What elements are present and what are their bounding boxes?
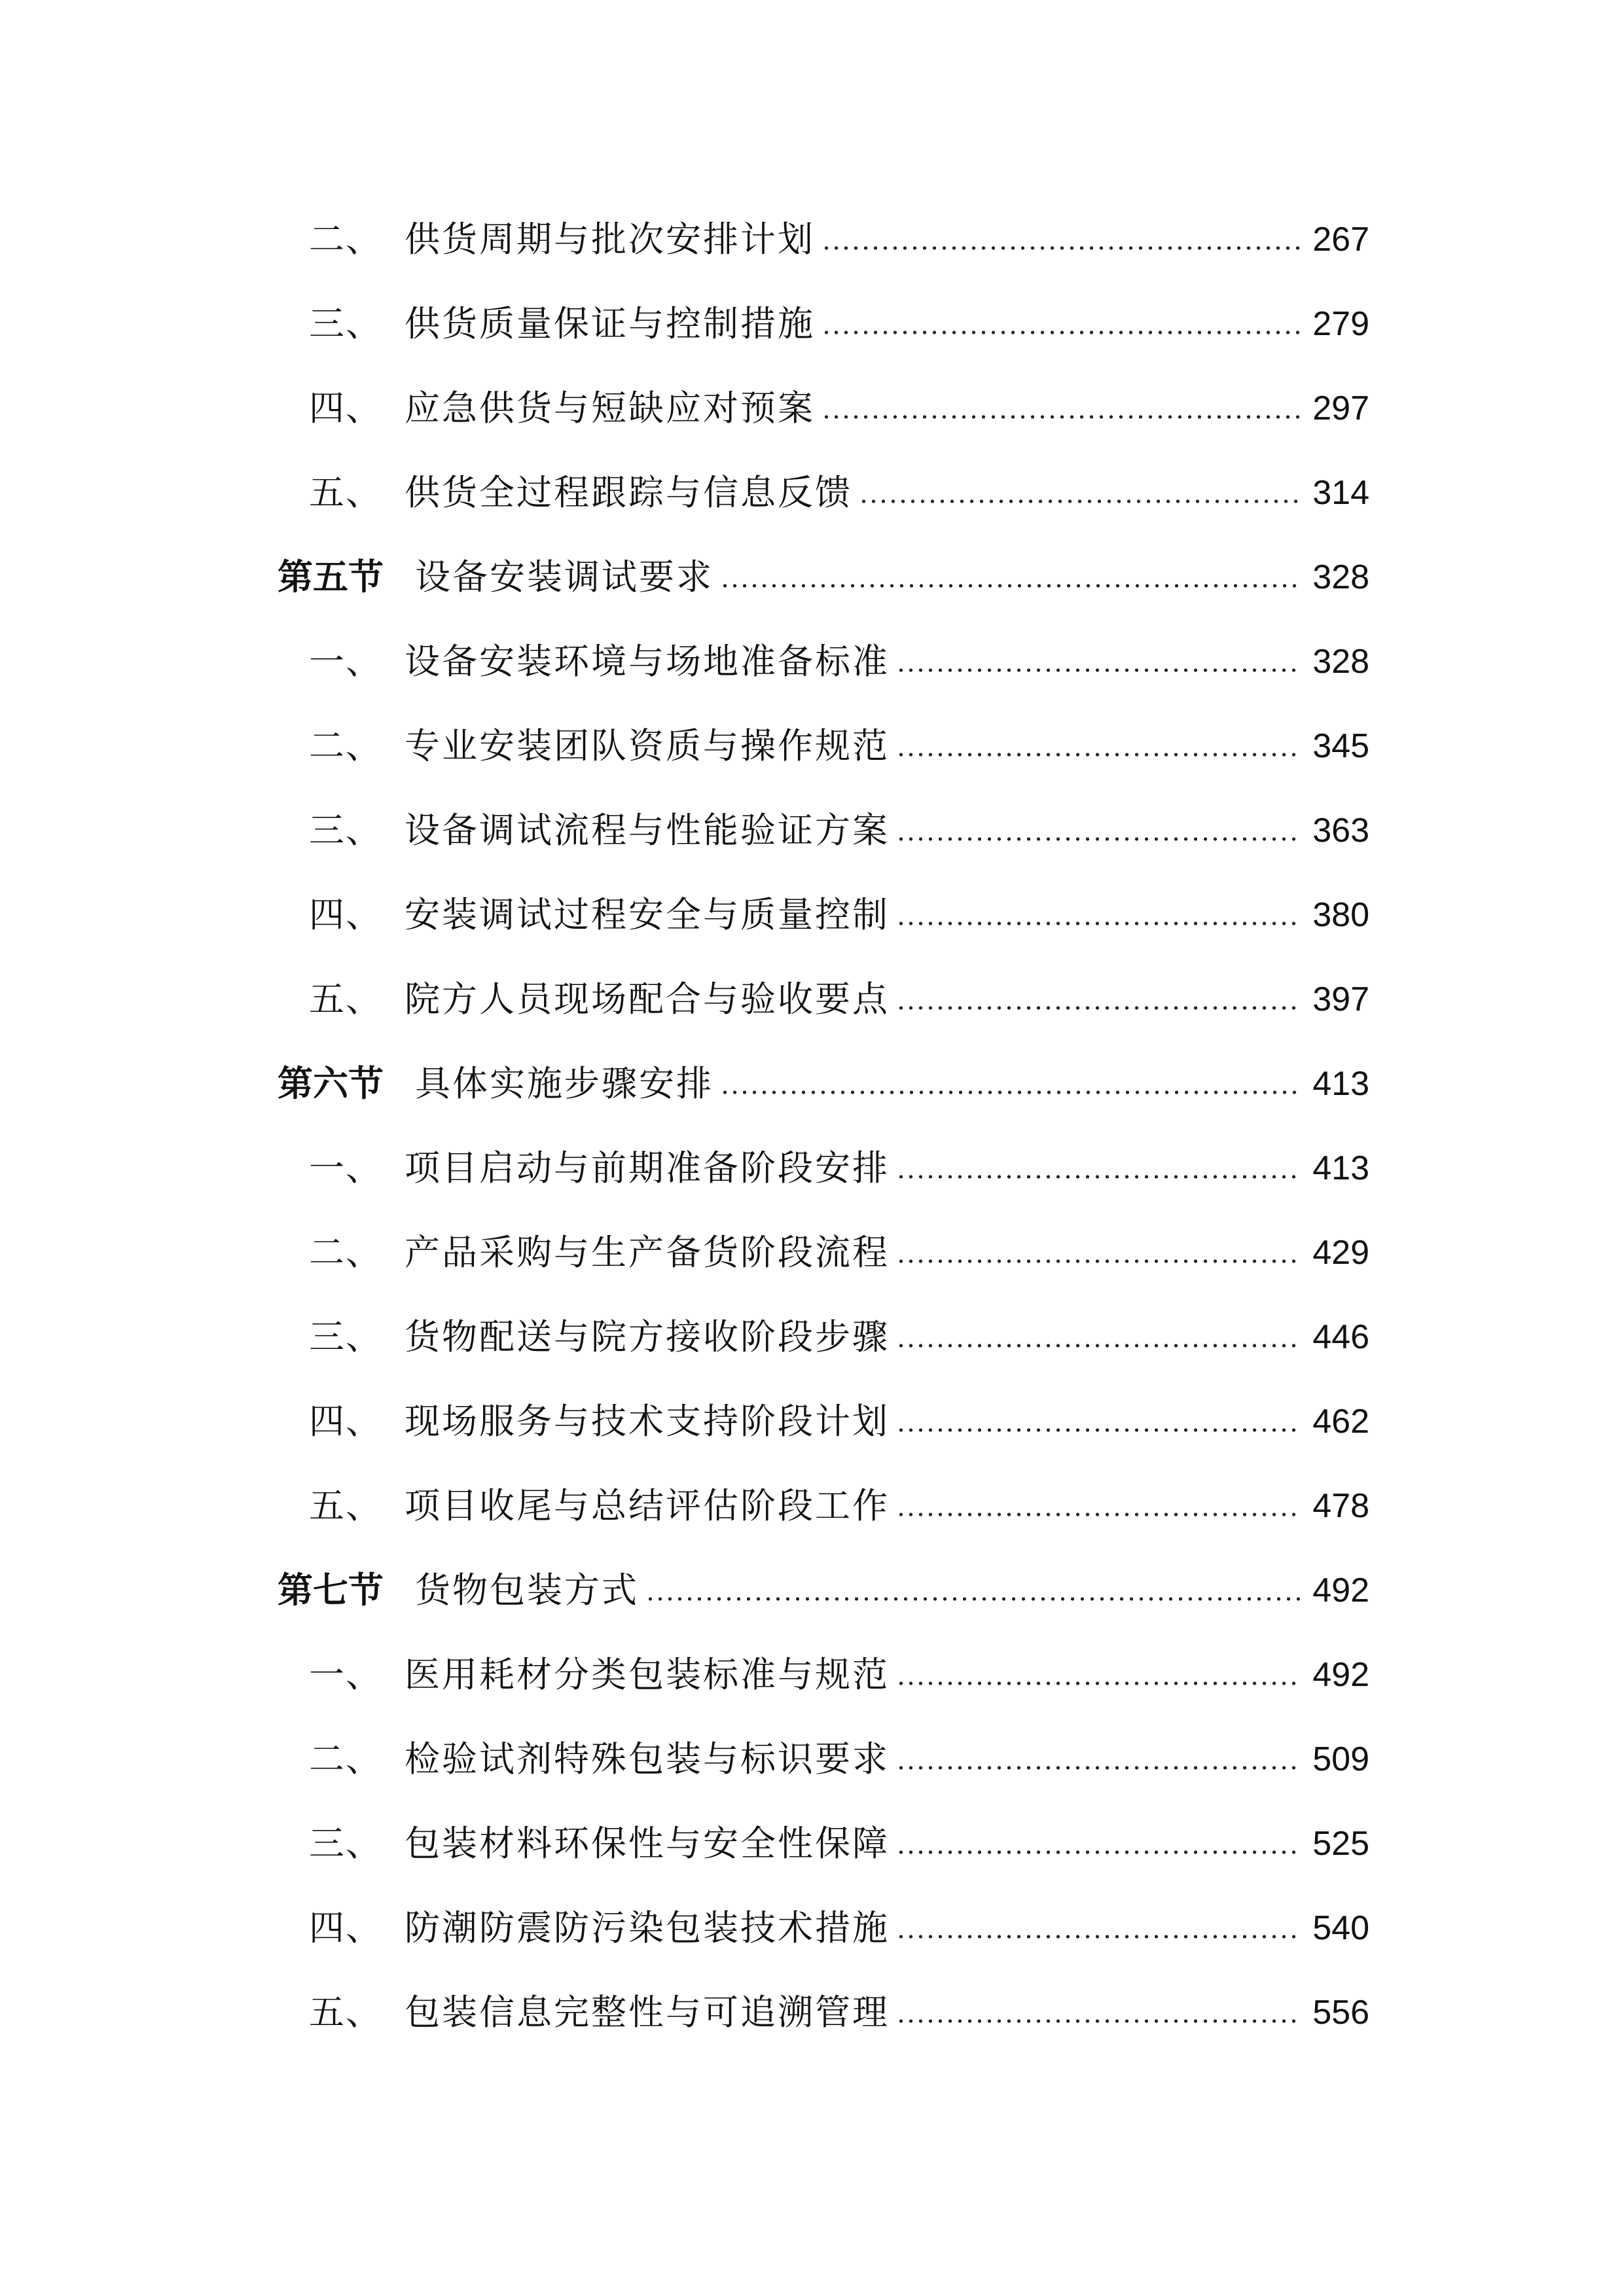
toc-entry-number: 一、 [309,641,382,682]
toc-section-number: 第六节 [278,1063,384,1104]
toc-entry-title: 产品采购与生产备货阶段流程 [405,1232,890,1273]
toc-entry[interactable] [309,1642,1369,1708]
toc-entry[interactable] [309,1811,1369,1876]
dot-leader [896,1681,1301,1685]
toc-entry-title: 供货全过程跟踪与信息反馈 [405,472,852,513]
toc-entry-title: 防潮防震防污染包装技术措施 [405,1907,890,1948]
toc-entry-page: 413 [1312,1065,1369,1103]
toc-entry-title: 供货周期与批次安排计划 [405,219,815,260]
toc-section-number: 第五节 [278,556,384,598]
toc-entry[interactable] [309,798,1369,863]
dot-leader [896,837,1301,841]
toc-entry-title: 货物配送与院方接收阶段步骤 [405,1316,890,1357]
dot-leader [821,415,1301,419]
toc-section-title: 具体实施步骤安排 [415,1063,713,1104]
dot-leader [896,1006,1301,1010]
toc-entry-title: 院方人员现场配合与验收要点 [405,978,890,1020]
dot-leader [896,668,1301,672]
toc-section-entry[interactable] [278,1051,1369,1117]
toc-entry-title: 检验试剂特殊包装与标识要求 [405,1738,890,1780]
toc-entry-title: 项目启动与前期准备阶段安排 [405,1147,890,1189]
toc-entry-page: 478 [1312,1487,1369,1525]
dot-leader [896,1513,1301,1516]
toc-entry-number: 五、 [309,472,382,513]
toc-entry-number: 三、 [309,303,382,344]
dot-leader [896,1428,1301,1432]
dot-leader [896,1766,1301,1770]
toc-entry-title: 应急供货与短缺应对预案 [405,387,815,429]
toc-entry-number: 三、 [309,1823,382,1864]
toc-entry-page: 267 [1312,221,1369,259]
toc-entry-number: 二、 [309,1738,382,1780]
toc-entry-title: 包装信息完整性与可追溯管理 [405,1992,890,2033]
toc-entry[interactable] [309,1895,1369,1961]
toc-entry-page: 462 [1312,1403,1369,1441]
toc-entry-page: 363 [1312,812,1369,850]
dot-leader [896,922,1301,925]
toc-entry[interactable] [309,1473,1369,1539]
toc-section-title: 设备安装调试要求 [415,556,713,598]
toc-entry-page: 525 [1312,1825,1369,1863]
toc-entry-number: 五、 [309,1485,382,1526]
dot-leader [896,1344,1301,1348]
toc-entry-title: 安装调试过程安全与质量控制 [405,894,890,935]
toc-entry-title: 专业安装团队资质与操作规范 [405,725,890,766]
dot-leader [821,246,1301,250]
toc-entry-page: 328 [1312,558,1369,596]
toc-section-number: 第七节 [278,1570,384,1611]
toc-entry-page: 297 [1312,389,1369,427]
toc-entry[interactable] [309,207,1369,272]
toc-section-entry[interactable] [278,1558,1369,1623]
toc-entry-number: 五、 [309,1992,382,2033]
toc-entry[interactable] [309,1220,1369,1285]
toc-entry-page: 314 [1312,474,1369,512]
dot-leader [896,1935,1301,1939]
toc-entry-page: 446 [1312,1318,1369,1356]
toc-entry-number: 三、 [309,1316,382,1357]
toc-entry-title: 设备安装环境与场地准备标准 [405,641,890,682]
toc-entry-page: 429 [1312,1234,1369,1272]
dot-leader [859,499,1301,503]
toc-entry-number: 四、 [309,1907,382,1948]
dot-leader [720,584,1301,588]
dot-leader [896,753,1301,757]
toc-entry-number: 四、 [309,387,382,429]
toc-entry[interactable] [309,1136,1369,1201]
toc-entry[interactable] [309,1980,1369,2045]
dot-leader [720,1090,1301,1094]
dot-leader [821,331,1301,334]
toc-entry[interactable] [309,967,1369,1032]
toc-entry-page: 492 [1312,1656,1369,1694]
toc-entry-title: 供货质量保证与控制措施 [405,303,815,344]
toc-entry-title: 医用耗材分类包装标准与规范 [405,1654,890,1695]
toc-entry-number: 二、 [309,219,382,260]
toc-entry-title: 项目收尾与总结评估阶段工作 [405,1485,890,1526]
toc-entry[interactable] [309,1389,1369,1454]
toc-entry-number: 四、 [309,894,382,935]
toc-entry-number: 二、 [309,1232,382,1273]
toc-entry-number: 一、 [309,1147,382,1189]
toc-entry-title: 设备调试流程与性能验证方案 [405,810,890,851]
toc-entry-title: 包装材料环保性与安全性保障 [405,1823,890,1864]
toc-entry-page: 279 [1312,305,1369,343]
dot-leader [896,1175,1301,1179]
dot-leader [896,1850,1301,1854]
toc-entry-page: 380 [1312,896,1369,934]
toc-entry[interactable] [309,1727,1369,1792]
toc-entry-number: 二、 [309,725,382,766]
toc-entry-page: 345 [1312,727,1369,765]
toc-entry[interactable] [309,460,1369,526]
toc-entry[interactable] [309,713,1369,779]
toc-section-entry[interactable] [278,545,1369,610]
toc-entry[interactable] [309,882,1369,948]
toc-section-title: 货物包装方式 [415,1570,639,1611]
dot-leader [896,2019,1301,2023]
toc-entry[interactable] [309,629,1369,694]
toc-entry[interactable] [309,1304,1369,1370]
toc-entry-page: 492 [1312,1571,1369,1609]
toc-entry-page: 328 [1312,643,1369,681]
toc-entry-number: 四、 [309,1401,382,1442]
dot-leader [896,1259,1301,1263]
toc-entry-number: 五、 [309,978,382,1020]
toc-entry-number: 三、 [309,810,382,851]
toc-entry-page: 509 [1312,1740,1369,1778]
toc-entry-page: 397 [1312,980,1369,1018]
toc-entry-number: 一、 [309,1654,382,1695]
toc-entry[interactable] [309,376,1369,441]
dot-leader [645,1597,1301,1601]
toc-entry[interactable] [309,291,1369,357]
toc-entry-page: 556 [1312,1994,1369,2032]
toc-entry-title: 现场服务与技术支持阶段计划 [405,1401,890,1442]
toc-entry-page: 413 [1312,1149,1369,1187]
toc-entry-page: 540 [1312,1909,1369,1947]
